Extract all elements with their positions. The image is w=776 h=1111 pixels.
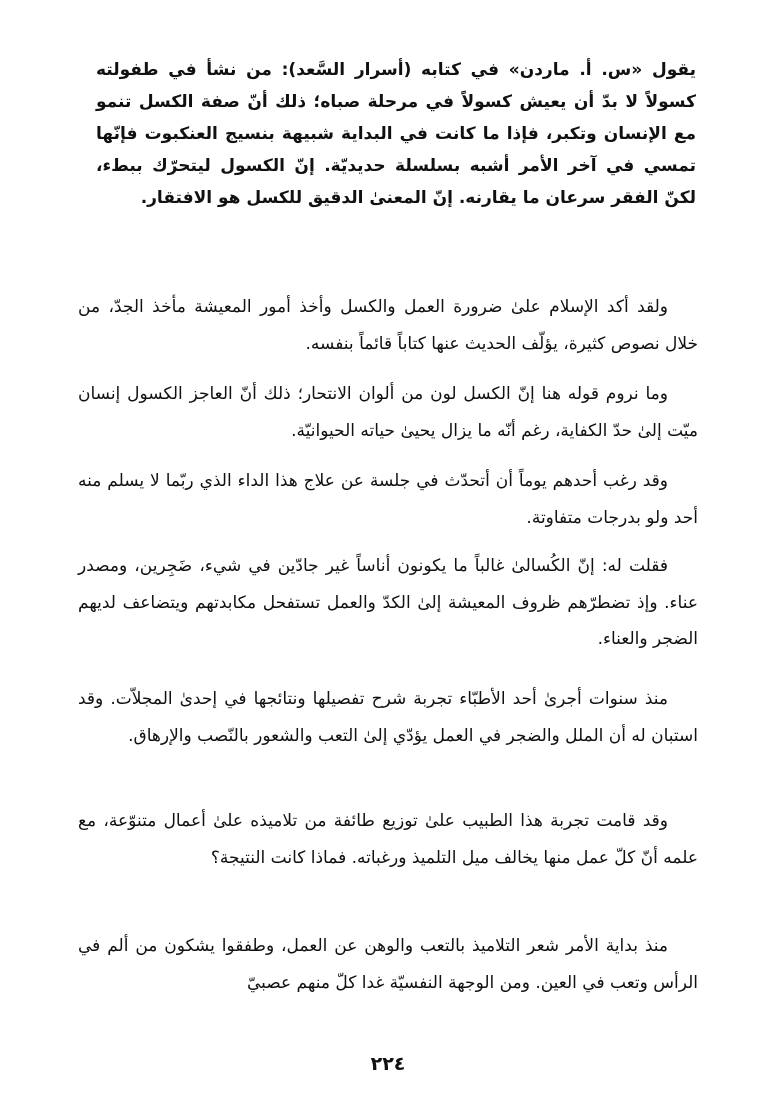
body-paragraph: وقد قامت تجربة هذا الطبيب علىٰ توزيع طائفة من تلاميذه علىٰ أعمال متنوّعة، مع علمه أنّ كلّ عمل منها يخالف ميل التلميذ ورغباته. فماذا كانت النتيجة؟ xyxy=(78,811,698,868)
page-number: ٢٢٤ xyxy=(370,1053,406,1075)
body-paragraph: وقد رغب أحدهم يوماً أن أتحدّث في جلسة عن علاج هذا الداء الذي ربّما لا يسلم منه أحد ولو بدرجات متفاوتة. xyxy=(78,471,698,528)
body-paragraph: منذ سنوات أجرىٰ أحد الأطبّاء تجربة شرح تفصيلها ونتائجها في إحدىٰ المجلاّت. وقد استبان له أن الملل والضجر في العمل يؤدّي إلىٰ التعب والشعور بالنّصب والإرهاق. xyxy=(78,689,698,746)
body-paragraph: وما نروم قوله هنا إنّ الكسل لون من ألوان الانتحار؛ ذلك أنّ العاجز الكسول إنسان ميّت إلىٰ حدّ الكفاية، رغم أنّه ما يزال يحيىٰ حياته الحيوانيّة. xyxy=(78,384,698,441)
body-paragraph: فقلت له: إنّ الكُسالىٰ غالباً ما يكونون أناساً غير جادّين في شيء، ضَجِرين، ومصدر عناء. وإذ تضطرّهم ظروف المعيشة إلىٰ الكدّ والعمل تستفحل مكابدتهم ويتضاعف لديهم الضجر والعناء. xyxy=(78,556,698,649)
quote-paragraph: يقول «س. أ. ماردن» في كتابه (أسرار السَّعد): من نشأ في طفولته كسولاً لا بدّ أن يعيش كسولاً في مرحلة صباه؛ ذلك أنّ صفة الكسل تنمو مع الإنسان وتكبر، فإذا ما كانت في البداية شبيهة بنسيج العنكبوت فإنّها تمسي في آخر الأمر أشبه بسلسلة حديديّة. إنّ الكسول ليتحرّك ببطء، لكنّ الفقر سرعان ما يقارنه. إنّ المعنىٰ الدقيق للكسل هو الافتقار. xyxy=(96,60,696,208)
body-paragraph: منذ بداية الأمر شعر التلاميذ بالتعب والوهن عن العمل، وطفقوا يشكون من ألم في الرأس وتعب في العين. ومن الوجهة النفسيّة غدا كلّ منهم عصبيّ xyxy=(78,936,698,993)
body-paragraph: ولقد أكد الإسلام علىٰ ضرورة العمل والكسل وأخذ أمور المعيشة مأخذ الجدّ، من خلال نصوص كثيرة، يؤلّف الحديث عنها كتاباً قائماً بنفسه. xyxy=(78,297,698,354)
